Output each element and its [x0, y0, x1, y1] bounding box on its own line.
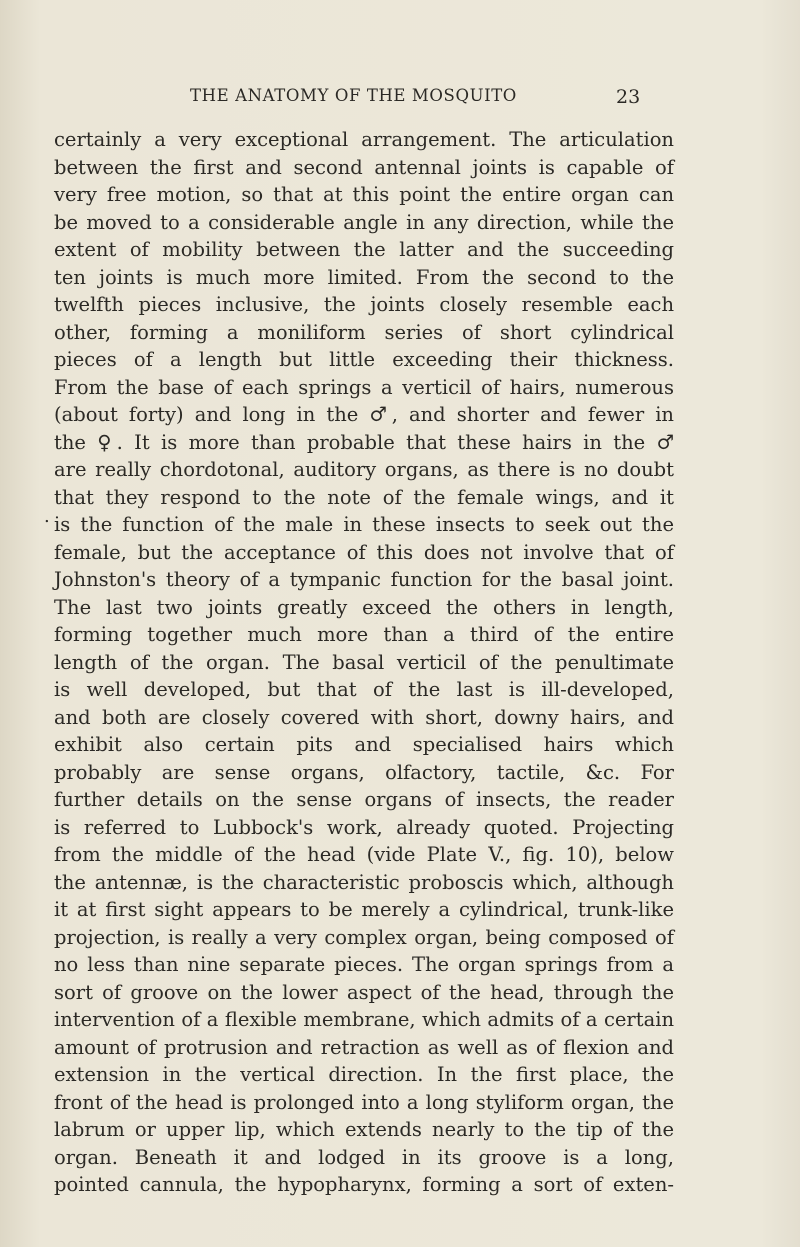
text-line: labrum or upper lip, which extends nearly to the tip of the: [54, 1118, 674, 1141]
text-line: is the function of the male in these insects to seek out the: [54, 513, 674, 536]
text-line: exhibit also certain pits and specialised hairs which: [54, 733, 674, 756]
text-line: be moved to a considerable angle in any direction, while the: [54, 210, 674, 234]
text-line: female, but the acceptance of this does not involve that of: [54, 540, 674, 564]
text-line: are really chordotonal, auditory organs, as there is no doubt: [54, 458, 674, 481]
text-line: no less than nine separate pieces. The organ springs from a: [54, 953, 674, 976]
margin-mark: .: [44, 506, 50, 527]
text-line: twelfth pieces inclusive, the joints closely resemble each: [54, 293, 674, 316]
page-number: 23: [616, 86, 641, 108]
text-line: further details on the sense organs of insects, the reader: [54, 788, 674, 811]
text-line: From the base of each springs a verticil of hairs, numerous: [54, 375, 674, 399]
text-line: sort of groove on the lower aspect of the head, through the: [54, 980, 674, 1004]
text-line: it at first sight appears to be merely a cylindrical, trunk-like: [54, 898, 674, 921]
text-line: projection, is really a very complex organ, being composed of: [54, 925, 674, 949]
text-line: from the middle of the head (vide Plate V., fig. 10), below: [54, 843, 674, 866]
text-line: extension in the vertical direction. In the first place, the: [54, 1063, 674, 1086]
text-line: that they respond to the note of the female wings, and it: [54, 485, 674, 509]
page-header: [190, 86, 630, 116]
text-line: certainly a very exceptional arrangement. The articulation: [54, 128, 674, 151]
text-line: the ♀. It is more than probable that these hairs in the ♂: [54, 430, 674, 454]
text-line: other, forming a moniliform series of short cylindrical: [54, 320, 674, 344]
text-line: is well developed, but that of the last is ill-developed,: [54, 678, 674, 701]
text-line: front of the head is prolonged into a long styliform organ, the: [54, 1090, 674, 1114]
text-line: Johnston's theory of a tympanic function for the basal joint.: [54, 568, 674, 591]
text-line: very free motion, so that at this point the entire organ can: [54, 183, 674, 206]
text-line: the antennæ, is the characteristic proboscis which, although: [54, 870, 674, 894]
text-line: pointed cannula, the hypopharynx, forming a sort of exten-: [54, 1173, 674, 1196]
text-line: extent of mobility between the latter and the succeeding: [54, 238, 674, 261]
text-line: forming together much more than a third of the entire: [54, 623, 674, 646]
text-line: length of the organ. The basal verticil of the penultimate: [54, 650, 674, 674]
text-line: probably are sense organs, olfactory, tactile, &c. For: [54, 760, 674, 784]
text-line: The last two joints greatly exceed the others in length,: [54, 595, 674, 619]
text-line: (about forty) and long in the ♂, and shorter and fewer in: [54, 403, 674, 426]
text-line: between the first and second antennal joints is capable of: [54, 155, 674, 179]
text-line: amount of protrusion and retraction as well as of flexion and: [54, 1035, 674, 1059]
text-line: ten joints is much more limited. From the second to the: [54, 265, 674, 289]
running-title: THE ANATOMY OF THE MOSQUITO: [190, 86, 517, 105]
text-line: and both are closely covered with short, downy hairs, and: [54, 705, 674, 729]
text-line: pieces of a length but little exceeding their thickness.: [54, 348, 674, 371]
body-text: [54, 126, 674, 1199]
text-line: is referred to Lubbock's work, already quoted. Projecting: [54, 815, 674, 839]
text-line: organ. Beneath it and lodged in its groove is a long,: [54, 1145, 674, 1169]
text-line: intervention of a flexible membrane, which admits of a certain: [54, 1008, 674, 1031]
